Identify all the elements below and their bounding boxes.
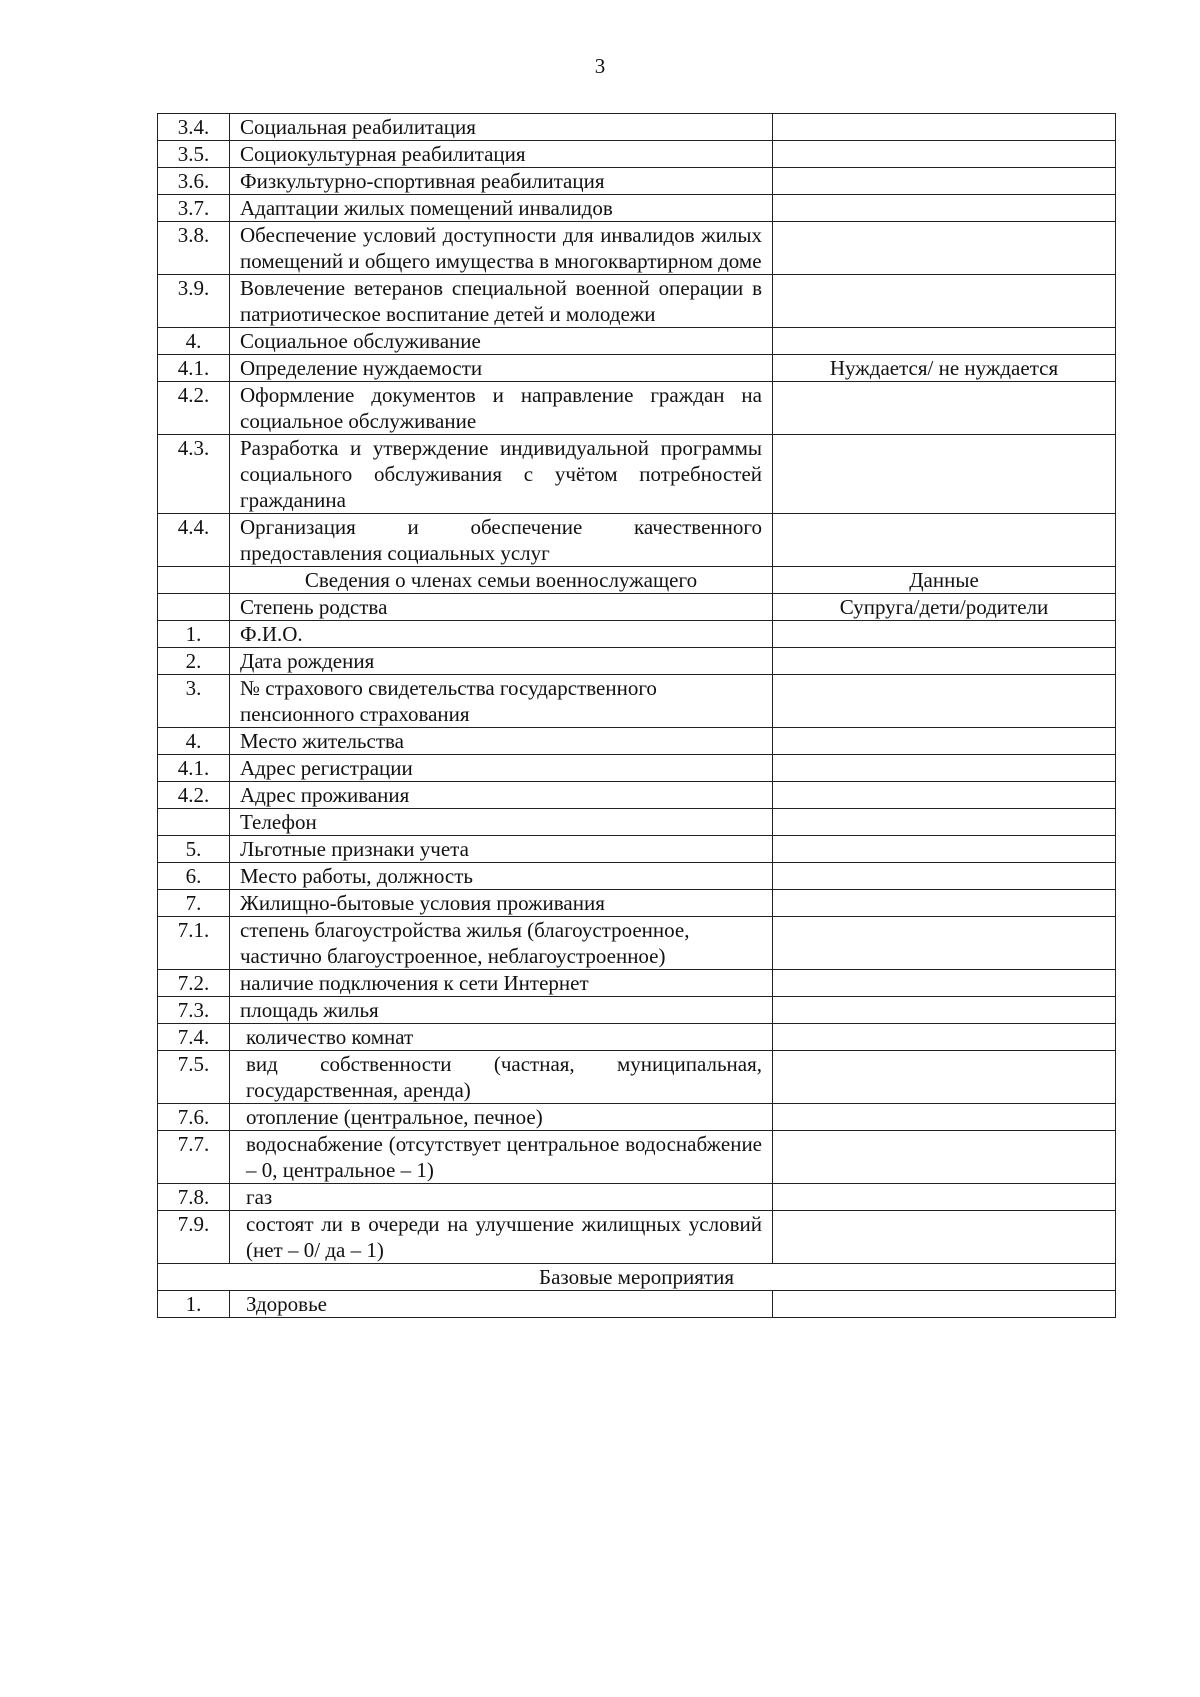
row-number: 7.9.: [158, 1211, 230, 1264]
table-row: [158, 648, 1116, 675]
row-value[interactable]: [773, 1104, 1116, 1131]
table-row: [158, 1211, 1116, 1264]
row-number: [158, 594, 230, 621]
row-label: Обеспечение условий доступности для инвалидов жилых помещений и общего имущества в многоквартирном доме: [230, 222, 773, 275]
row-label: наличие подключения к сети Интернет: [230, 970, 773, 997]
row-label: Жилищно-бытовые условия проживания: [230, 890, 773, 917]
row-label: состоят ли в очереди на улучшение жилищных условий (нет – 0/ да – 1): [230, 1211, 773, 1264]
row-label: Социальное обслуживание: [230, 328, 773, 355]
table-row: [158, 997, 1116, 1024]
table-row: [158, 168, 1116, 195]
table-row: [158, 836, 1116, 863]
table-row: [158, 728, 1116, 755]
table-row: [158, 355, 1116, 382]
row-number: 7.1.: [158, 917, 230, 970]
row-number: 3.8.: [158, 222, 230, 275]
row-value[interactable]: [773, 168, 1116, 195]
row-label: Физкультурно-спортивная реабилитация: [230, 168, 773, 195]
table-row: [158, 1291, 1116, 1318]
row-label: водоснабжение (отсутствует центральное водоснабжение – 0, центральное – 1): [230, 1131, 773, 1184]
row-value[interactable]: [773, 275, 1116, 328]
table-row: [158, 141, 1116, 168]
table-row: [158, 1104, 1116, 1131]
row-value[interactable]: [773, 222, 1116, 275]
row-number: 7.7.: [158, 1131, 230, 1184]
table-row: [158, 114, 1116, 141]
table-row: [158, 970, 1116, 997]
row-number: 3.7.: [158, 195, 230, 222]
row-value[interactable]: [773, 1024, 1116, 1051]
row-label: № страхового свидетельства государственного пенсионного страхования: [230, 675, 773, 728]
row-number: 5.: [158, 836, 230, 863]
row-number: 7.8.: [158, 1184, 230, 1211]
row-value[interactable]: [773, 836, 1116, 863]
row-value[interactable]: [773, 917, 1116, 970]
row-value[interactable]: [773, 648, 1116, 675]
row-value[interactable]: [773, 863, 1116, 890]
row-label: количество комнат: [230, 1024, 773, 1051]
row-label: Здоровье: [230, 1291, 773, 1318]
row-number: 3.9.: [158, 275, 230, 328]
data-column-header: Данные: [773, 567, 1116, 594]
row-value[interactable]: [773, 1211, 1116, 1264]
row-number: [158, 809, 230, 836]
table-row: [158, 514, 1116, 567]
table-row: [158, 675, 1116, 728]
row-value[interactable]: [773, 435, 1116, 514]
table-row: [158, 621, 1116, 648]
row-label: Ф.И.О.: [230, 621, 773, 648]
row-value[interactable]: [773, 970, 1116, 997]
table-row: [158, 1051, 1116, 1104]
row-label: Адаптации жилых помещений инвалидов: [230, 195, 773, 222]
page-number: 3: [594, 54, 606, 78]
row-label: Адрес проживания: [230, 782, 773, 809]
row-value[interactable]: [773, 675, 1116, 728]
row-number: 2.: [158, 648, 230, 675]
table-row: [158, 328, 1116, 355]
table-row: [158, 1184, 1116, 1211]
row-label: Место жительства: [230, 728, 773, 755]
row-label: Вовлечение ветеранов специальной военной операции в патриотическое воспитание детей и молодежи: [230, 275, 773, 328]
row-label: Льготные признаки учета: [230, 836, 773, 863]
row-value[interactable]: Нуждается/ не нуждается: [773, 355, 1116, 382]
section-title-base: Базовые мероприятия: [158, 1264, 1116, 1291]
row-value[interactable]: [773, 114, 1116, 141]
table-row: [158, 755, 1116, 782]
row-label: Организация и обеспечение качественного предоставления социальных услуг: [230, 514, 773, 567]
row-number: 7.2.: [158, 970, 230, 997]
table-row: [158, 1264, 1116, 1291]
row-value[interactable]: [773, 809, 1116, 836]
row-label: Телефон: [230, 809, 773, 836]
row-label: Социальная реабилитация: [230, 114, 773, 141]
row-value[interactable]: [773, 890, 1116, 917]
form-table: [157, 113, 1116, 1318]
row-number: [158, 567, 230, 594]
table-row: [158, 1131, 1116, 1184]
table-row: [158, 275, 1116, 328]
row-value[interactable]: [773, 997, 1116, 1024]
row-number: 4.1.: [158, 355, 230, 382]
row-value[interactable]: [773, 141, 1116, 168]
table-row: [158, 809, 1116, 836]
row-number: 6.: [158, 863, 230, 890]
row-label: Адрес регистрации: [230, 755, 773, 782]
row-value[interactable]: [773, 1184, 1116, 1211]
row-number: 3.: [158, 675, 230, 728]
row-value[interactable]: [773, 1051, 1116, 1104]
row-label: Социокультурная реабилитация: [230, 141, 773, 168]
table-row: [158, 594, 1116, 621]
row-label: площадь жилья: [230, 997, 773, 1024]
table-row: [158, 863, 1116, 890]
row-number: 7.3.: [158, 997, 230, 1024]
table-row: [158, 890, 1116, 917]
row-number: 4.: [158, 728, 230, 755]
row-value[interactable]: [773, 328, 1116, 355]
row-number: 3.5.: [158, 141, 230, 168]
row-number: 4.2.: [158, 382, 230, 435]
row-number: 4.1.: [158, 755, 230, 782]
row-value[interactable]: [773, 728, 1116, 755]
row-number: 4.4.: [158, 514, 230, 567]
table-row: [158, 222, 1116, 275]
row-label: Степень родства: [230, 594, 773, 621]
row-value[interactable]: [773, 755, 1116, 782]
table-row: [158, 567, 1116, 594]
row-value[interactable]: [773, 514, 1116, 567]
row-label: вид собственности (частная, муниципальная, государственная, аренда): [230, 1051, 773, 1104]
row-label: Разработка и утверждение индивидуальной программы социального обслуживания с учётом потребностей гражданина: [230, 435, 773, 514]
row-value[interactable]: [773, 195, 1116, 222]
row-number: 7.4.: [158, 1024, 230, 1051]
row-label: степень благоустройства жилья (благоустроенное, частично благоустроенное, неблагоустроенное): [230, 917, 773, 970]
table-row: [158, 382, 1116, 435]
row-label: Место работы, должность: [230, 863, 773, 890]
row-label: газ: [230, 1184, 773, 1211]
family-section-title: Сведения о членах семьи военнослужащего: [230, 567, 773, 594]
row-label: Определение нуждаемости: [230, 355, 773, 382]
table-row: [158, 917, 1116, 970]
row-number: 4.3.: [158, 435, 230, 514]
row-value[interactable]: [773, 382, 1116, 435]
table-row: [158, 435, 1116, 514]
row-label: Оформление документов и направление граждан на социальное обслуживание: [230, 382, 773, 435]
row-number: 1.: [158, 1291, 230, 1318]
table-row: [158, 1024, 1116, 1051]
row-value[interactable]: [773, 782, 1116, 809]
table-row: [158, 195, 1116, 222]
row-number: 7.6.: [158, 1104, 230, 1131]
row-number: 4.2.: [158, 782, 230, 809]
row-value[interactable]: [773, 1131, 1116, 1184]
row-number: 7.: [158, 890, 230, 917]
row-number: 7.5.: [158, 1051, 230, 1104]
row-value[interactable]: [773, 621, 1116, 648]
row-value[interactable]: [773, 1291, 1116, 1318]
row-label: отопление (центральное, печное): [230, 1104, 773, 1131]
row-number: 3.4.: [158, 114, 230, 141]
row-label: Дата рождения: [230, 648, 773, 675]
table-row: [158, 782, 1116, 809]
row-value: Супруга/дети/родители: [773, 594, 1116, 621]
row-number: 4.: [158, 328, 230, 355]
row-number: 1.: [158, 621, 230, 648]
row-number: 3.6.: [158, 168, 230, 195]
